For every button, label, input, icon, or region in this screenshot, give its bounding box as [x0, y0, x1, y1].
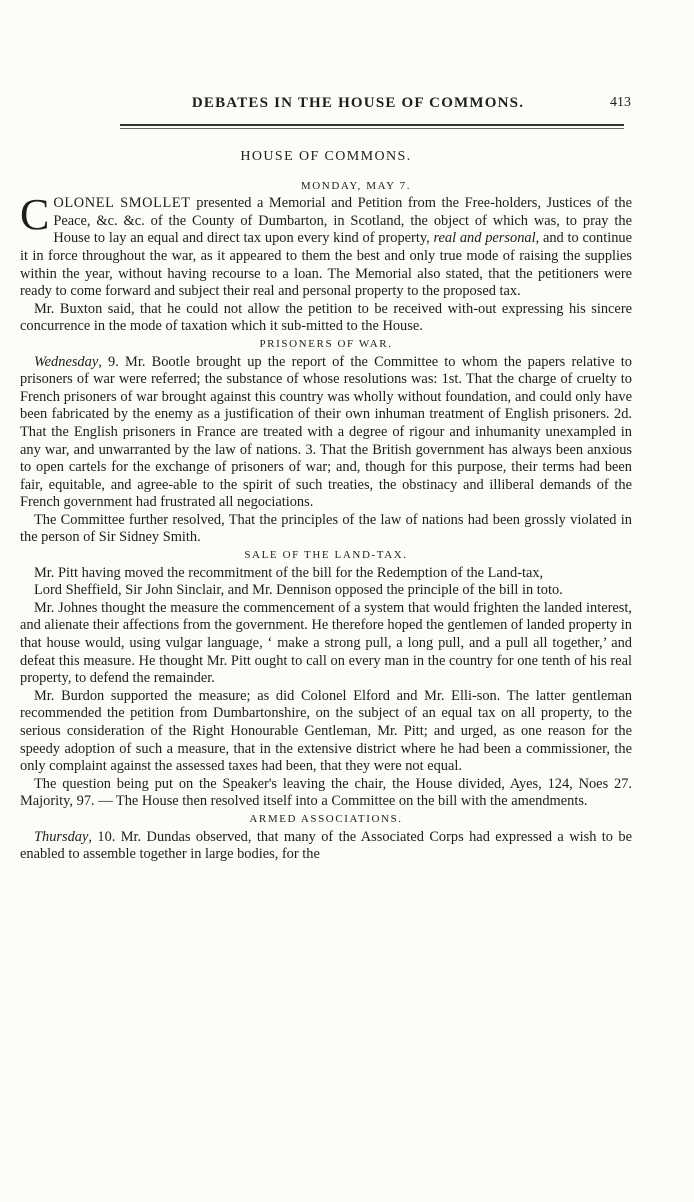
subhead-prisoners-of-war: PRISONERS OF WAR.: [259, 337, 393, 350]
section-title: HOUSE OF COMMONS.: [240, 149, 412, 164]
subhead-land-tax: SALE OF THE LAND-TAX.: [244, 549, 408, 562]
paragraph-burdon: Mr. Burdon supported the measure; as did Colonel Elford and Mr. Elli-son. The latter gentleman recommended the petition from Dumbartonshire, on the subject of an equal tax on all property, to the serious consideration of the Right Honourable Gentleman, Mr. Pitt; and urged, as one reason for the speedy adoption of such a measure, that in the extensive district where he had been a commissioner, the only complaint against the assessed taxes had been, that they were not equal.: [20, 687, 632, 775]
paragraph-bootle: [20, 354, 632, 512]
date-line: MONDAY, MAY 7.: [300, 179, 412, 192]
paragraph-text: , 9. Mr. Bootle brought up the report of the Committee to whom the papers relative to prisoners of war were referred; the substance of whose resolutions was: 1st. That the charge of cruelty to French prisoners of war brought against this country was wholly without foundation, and could only have been fabricated by the enemy as a justification of their own inhuman treatment of English prisoners. 2d. That the English prisoners in France are treated with a degree of rigour and inhumanity unexampled in any war, and unwarranted by the law of nations. 3. That the British government has always been anxious to open cartels for the exchange of prisoners of war; and, though for this purpose, their terms had been fair, equitable, and agree-able to the spirit of such treaties, the obstinacy and illiberal demands of the French government had frustrated all negociations.: [20, 353, 632, 511]
paragraph-pitt: Mr. Pitt having moved the recommitment of the bill for the Redemption of the Land-tax,: [34, 564, 544, 581]
paragraph-johnes: Mr. Johnes thought the measure the commencement of a system that would frighten the landed interest, and alienate their affections from the government. He therefore hoped the gentlemen of landed property in that house would, using vulgar language, ‘ make a strong pull, a long pull, and a pull all together,’ and defeat this measure. He thought Mr. Pitt ought to call on every man in the country for one tenth of his real property, to defend the remainder.: [20, 599, 632, 687]
running-title: DEBATES IN THE HOUSE OF COMMONS.: [191, 95, 525, 111]
page-body: [20, 148, 632, 864]
drop-cap: C: [20, 190, 50, 240]
paragraph-text: presented a Memorial and Petition from the Free-holders, Justices of the Peace, &c. &c. of the County of Dumbarton, in Scotland, the object of which was, to pray the House to lay an equal and direct tax upon every kind of property,: [53, 195, 632, 247]
day-label: Wednesday: [34, 353, 99, 370]
paragraph-text: , and to continue it in force throughout the war, as it appeared to them the best and only true mode of raising the supplies within the year, without having recourse to a loan. The Memorial also stated, that the petitioners were ready to come forward and subject their real and personal property to the proposed tax.: [20, 230, 633, 300]
header-rule-thin: [120, 128, 624, 129]
page-number: 413: [610, 95, 631, 110]
paragraph-petition: [20, 190, 633, 301]
paragraph-committee: The Committee further resolved, That the principles of the law of nations had been grossly violated in the person of Sir Sidney Smith.: [20, 511, 632, 546]
header-rule: [120, 124, 624, 126]
paragraph-sheffield: Lord Sheffield, Sir John Sinclair, and Mr. Dennison opposed the principle of the bill in toto.: [34, 582, 563, 599]
paragraph-division: The question being put on the Speaker's leaving the chair, the House divided, Ayes, 124, Noes 27. Majority, 97. — The House then resolved itself into a Committee on the bill with the amendments.: [20, 775, 632, 810]
subhead-armed-associations: ARMED ASSOCIATIONS.: [249, 812, 403, 825]
paragraph-dundas: [20, 829, 632, 864]
lead-in: OLONEL SMOLLET: [53, 195, 191, 212]
italic-phrase: real and personal: [433, 230, 536, 247]
paragraph-text: , 10. Mr. Dundas observed, that many of the Associated Corps had expressed a wish to be enabled to assemble together in large bodies, for the: [20, 828, 632, 863]
day-label: Thursday: [34, 828, 89, 845]
paragraph-buxton: Mr. Buxton said, that he could not allow the petition to be received with-out expressing his sincere concurrence in the mode of taxation which it sub-mitted to the House.: [20, 300, 632, 335]
